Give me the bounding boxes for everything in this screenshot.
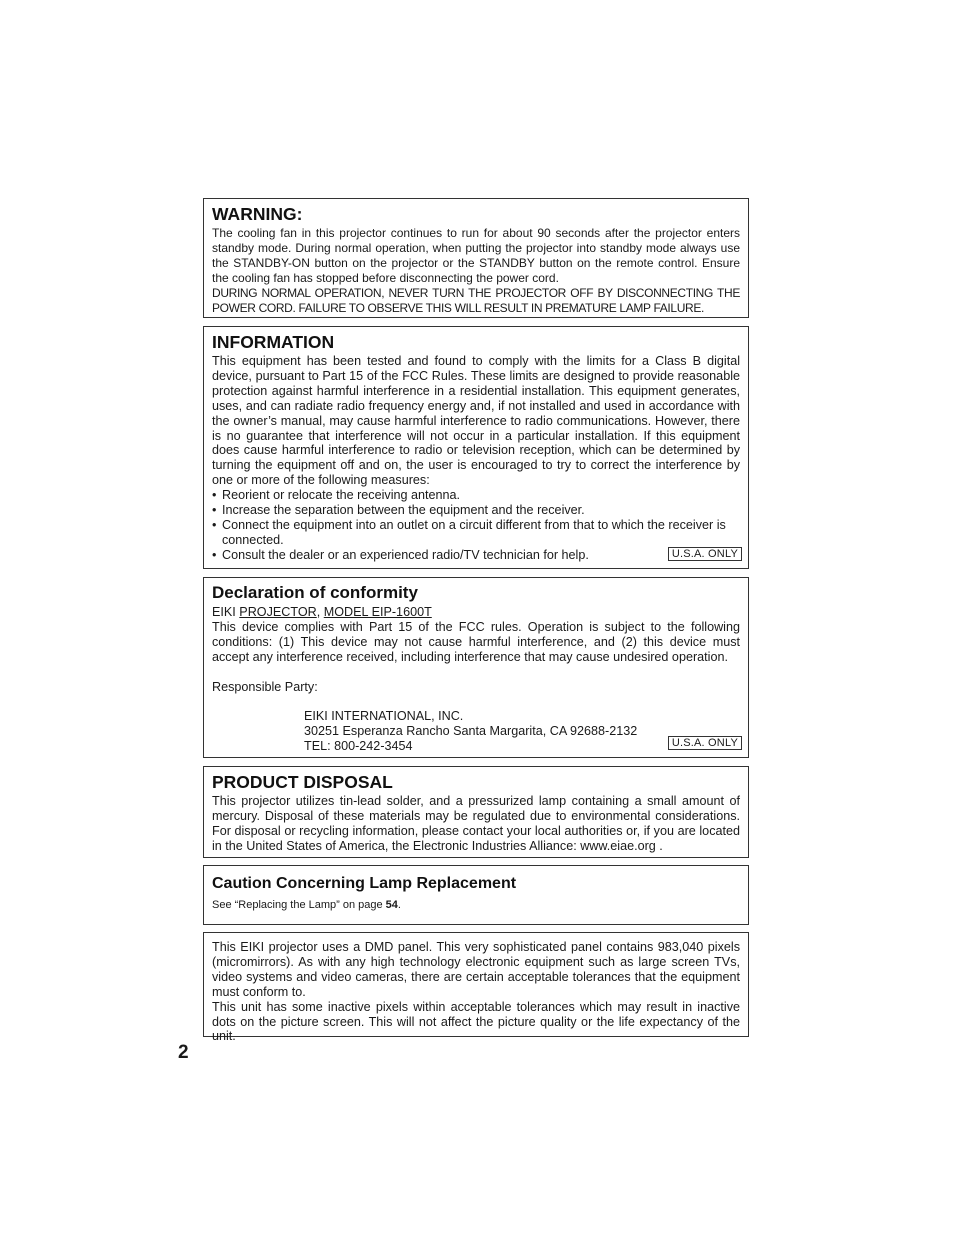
model-name: MODEL EIP-1600T <box>323 605 432 619</box>
declaration-paragraph: This device complies with Part 15 of the FCC rules. Operation is subject to the following conditions: (1) This device may not cause harmful interference, and (2) this device must accept any interference received, including interference that may cause undesired operation. <box>212 619 740 664</box>
list-item: • Increase the separation between the equipment and the receiver. <box>212 503 740 518</box>
responsible-party-label: Responsible Party: <box>212 679 318 694</box>
information-paragraph: This equipment has been tested and found to comply with the limits for a Class B digital device, pursuant to Part 15 of the FCC Rules. These limits are designed to provide reasonable protection against harmful interference in a residential installation. This equipment generates, uses, and can radiate radio frequency energy and, if not installed and used in accordance with the owner’s manual, may cause harmful interference to radio communications. However, there is no guarantee that interference will not occur in a particular installation. If this equipment does cause harmful interference to radio or television reception, which can be determined by turning the equipment off and on, the user is encouraged to try to correct the interference by one or more of the following measures: <box>212 354 740 488</box>
dmd-paragraph-1: This EIKI projector uses a DMD panel. This very sophisticated panel contains 983,040 pixels (micromirrors). As with any high technology electronic equipment such as large screen TVs, video systems and video cameras, there are certain acceptable tolerances that the equipment must conform to. <box>212 940 740 999</box>
warning-paragraph-2: DURING NORMAL OPERATION, NEVER TURN THE PROJECTOR OFF BY DISCONNECTING THE POWER CORD. FAILURE TO OBSERVE THIS WILL RESULT IN PREMATURE LAMP FAILURE. <box>212 285 740 315</box>
caution-box <box>203 865 749 925</box>
information-title: INFORMATION <box>212 332 335 352</box>
usa-only-badge: U.S.A. ONLY <box>668 547 742 561</box>
brand-name: EIKI <box>212 605 240 619</box>
page-number: 2 <box>178 1042 189 1063</box>
caution-text-suffix: . <box>397 899 401 911</box>
separator: , <box>316 605 324 619</box>
declaration-model-line <box>212 605 740 620</box>
declaration-box <box>203 577 749 758</box>
caution-page-ref: 54 <box>385 899 398 911</box>
caution-text-prefix: See “Replacing the Lamp” on page <box>212 899 386 911</box>
information-measures-list <box>212 488 740 563</box>
list-item: • Reorient or relocate the receiving antenna. <box>212 488 740 503</box>
caution-text <box>212 898 740 912</box>
responsible-party-address <box>212 709 740 754</box>
disposal-paragraph: This projector utilizes tin-lead solder, and a pressurized lamp containing a small amount of mercury. Disposal of these materials may be regulated due to environmental considerations. For disposal or recycling information, please contact your local authorities or, if you are located in the United States of America, the Electronic Industries Alliance: www.eiae.org . <box>212 794 740 853</box>
declaration-title: Declaration of conformity <box>212 583 418 602</box>
usa-only-badge: U.S.A. ONLY <box>668 736 742 750</box>
warning-title: WARNING: <box>212 204 303 224</box>
warning-paragraph-1: The cooling fan in this projector continues to run for about 90 seconds after the projector enters standby mode. During normal operation, when putting the projector into standby mode always use the STANDBY-ON button on the projector or the STANDBY button on the remote control. Ensure the cooling fan has stopped before disconnecting the power cord. <box>212 226 740 285</box>
warning-box <box>203 198 749 318</box>
list-item: • Connect the equipment into an outlet on a circuit different from that to which the receiver is connected. <box>212 518 740 548</box>
information-box <box>203 326 749 569</box>
product-name: PROJECTOR <box>239 605 317 619</box>
dmd-notice-box <box>203 932 749 1044</box>
disposal-box <box>203 766 749 858</box>
dmd-paragraph-2: This unit has some inactive pixels within acceptable tolerances which may result in inactive dots on the picture screen. This will not affect the picture quality or the life expectancy of the unit. <box>212 999 740 1044</box>
list-item: • Consult the dealer or an experienced radio/TV technician for help. <box>212 548 740 563</box>
disposal-title: PRODUCT DISPOSAL <box>212 772 393 792</box>
company-address: 30251 Esperanza Rancho Santa Margarita, CA 92688-2132 <box>304 723 638 738</box>
company-name: EIKI INTERNATIONAL, INC. <box>304 708 464 723</box>
caution-title: Caution Concerning Lamp Replacement <box>212 875 517 892</box>
company-tel: TEL: 800-242-3454 <box>304 738 413 753</box>
